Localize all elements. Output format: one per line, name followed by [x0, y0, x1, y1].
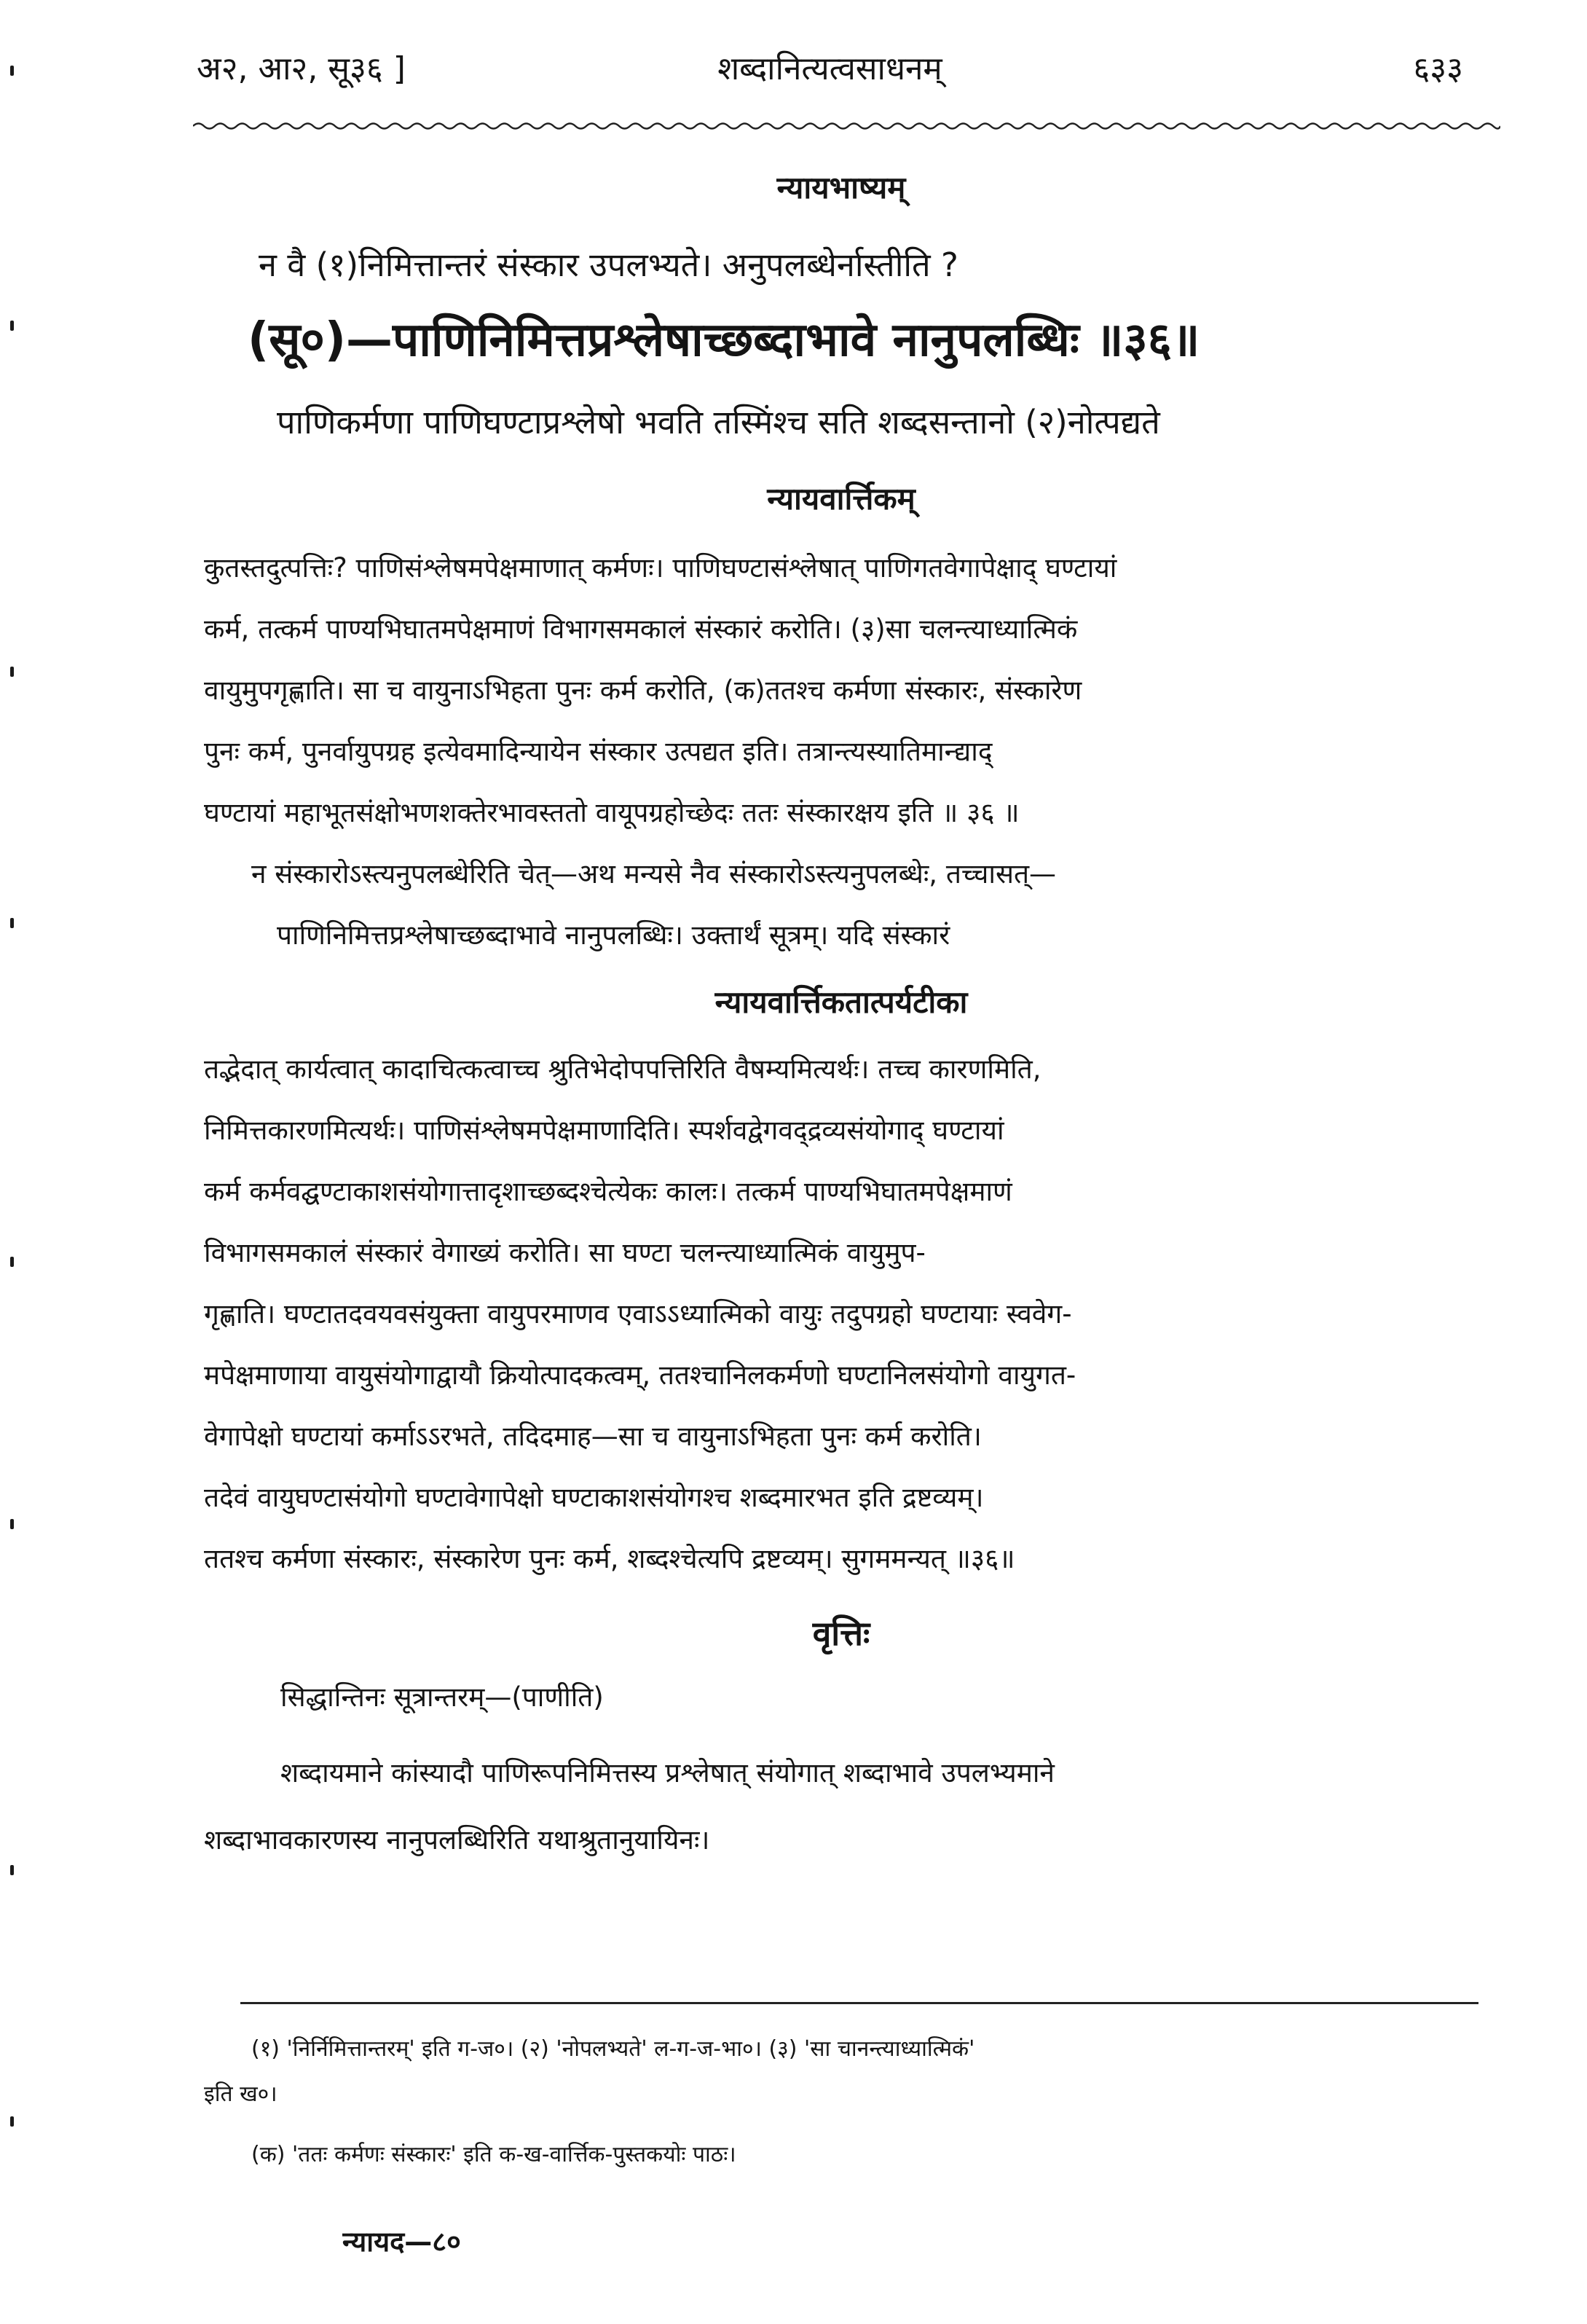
vartika-line: पाणिनिमित्तप्रश्लेषाच्छब्दाभावे नानुपलब्धिः। उक्तार्थं सूत्रम्। यदि संस्कारं	[277, 919, 950, 951]
margin-mark	[10, 1519, 14, 1529]
bhashya-commentary: पाणिकर्मणा पाणिघण्टाप्रश्लेषो भवति तस्मिंश्च सति शब्दसन्तानो (२)नोत्पद्यते	[277, 403, 1160, 441]
header-title: शब्दानित्यत्वसाधनम्	[717, 50, 942, 87]
tika-line: गृह्णाति। घण्टातदवयवसंयुक्ता वायुपरमाणव एवाऽऽध्यात्मिको वायुः तदुपग्रहो घण्टायाः स्ववेग-	[204, 1298, 1072, 1330]
section-heading-nyayavartikam: न्यायवार्त्तिकम्	[767, 481, 915, 517]
vritti-line: सिद्धान्तिनः सूत्रान्तरम्—(पाणीति)	[280, 1681, 604, 1713]
tika-line: निमित्तकारणमित्यर्थः। पाणिसंश्लेषमपेक्षमाणादिति। स्पर्शवद्वेगवद्द्रव्यसंयोगाद् घण्टायां	[204, 1115, 1004, 1146]
tika-line: मपेक्षमाणाया वायुसंयोगाद्वायौ क्रियोत्पादकत्वम्, ततश्चानिलकर्मणो घण्टानिलसंयोगो वायुगत-	[204, 1359, 1076, 1391]
vartika-line: पुनः कर्म, पुनर्वायुपग्रह इत्येवमादिन्यायेन संस्कार उत्पद्यत इति। तत्रान्त्यस्यातिमान्द्याद्	[204, 736, 993, 767]
margin-mark	[10, 321, 14, 331]
margin-mark	[10, 1865, 14, 1875]
vritti-line: शब्दायमाने कांस्यादौ पाणिरूपनिमित्तस्य प्रश्लेषात् संयोगात् शब्दाभावे उपलभ्यमाने	[280, 1757, 1055, 1789]
tika-line: विभागसमकालं संस्कारं वेगाख्यं करोति। सा घण्टा चलन्त्याध्यात्मिकं वायुमुप-	[204, 1237, 926, 1268]
sutra-36: (सू०)—पाणिनिमित्तप्रश्लेषाच्छब्दाभावे नानुपलब्धिः ॥३६॥	[248, 313, 1200, 367]
header-reference: अ२, आ२, सू३६ ]	[197, 50, 406, 87]
margin-mark	[10, 2116, 14, 2127]
running-header	[197, 45, 1463, 96]
section-heading-tatparyatika: न्यायवार्त्तिकतात्पर्यटीका	[714, 984, 968, 1020]
margin-mark	[10, 918, 14, 928]
margin-mark	[10, 66, 14, 76]
vartika-line: वायुमुपगृह्णाति। सा च वायुनाऽभिहता पुनः कर्म करोति, (क)ततश्च कर्मणा संस्कारः, संस्कारेण	[204, 675, 1082, 706]
footnote-line: (१) 'निर्निमित्तान्तरम्' इति ग-ज०। (२) 'नोपलभ्यते' ल-ग-ज-भा०। (३) 'सा चानन्त्याध्यात्मिकं'	[251, 2036, 975, 2062]
page-number: ६३३	[1413, 50, 1463, 87]
section-heading-vritti: वृत्तिः	[812, 1614, 870, 1653]
margin-mark	[10, 1257, 14, 1267]
footnote-separator	[240, 2002, 1478, 2004]
footnote-line: इति ख०।	[204, 2081, 277, 2107]
vartika-line: न संस्कारोऽस्त्यनुपलब्धेरिति चेत्—अथ मन्यसे नैव संस्कारोऽस्त्यनुपलब्धेः, तच्चासत्—	[251, 858, 1057, 890]
margin-mark	[10, 667, 14, 677]
signature-mark: न्यायद—८०	[342, 2226, 461, 2258]
tika-line: वेगापेक्षो घण्टायां कर्माऽऽरभते, तदिदमाह—सा च वायुनाऽभिहता पुनः कर्म करोति।	[204, 1421, 982, 1452]
vritti-line: शब्दाभावकारणस्य नानुपलब्धिरिति यथाश्रुतानुयायिनः।	[204, 1824, 710, 1856]
footnote-line: (क) 'ततः कर्मणः संस्कारः' इति क-ख-वार्त्तिक-पुस्तकयोः पाठः।	[251, 2142, 736, 2167]
vartika-line: कुतस्तदुत्पत्तिः? पाणिसंश्लेषमपेक्षमाणात् कर्मणः। पाणिघण्टासंश्लेषात् पाणिगतवेगापेक्षाद् घण्टायां	[204, 552, 1117, 584]
section-heading-nyayabhashyam: न्यायभाष्यम्	[776, 170, 906, 205]
tika-line: कर्म कर्मवद्घण्टाकाशसंयोगात्तादृशाच्छब्दश्चेत्येकः कालः। तत्कर्म पाण्यभिघातमपेक्षमाणं	[204, 1176, 1012, 1207]
vartika-line: कर्म, तत्कर्म पाण्यभिघातमपेक्षमाणं विभागसमकालं संस्कारं करोति। (३)सा चलन्त्याध्यात्मिकं	[204, 613, 1078, 645]
tika-line: तद्भेदात् कार्यत्वात् कादाचित्कत्वाच्च श्रुतिभेदोपपत्तिरिति वैषम्यमित्यर्थः। तच्च कारणमिति,	[204, 1053, 1041, 1085]
tika-line: ततश्च कर्मणा संस्कारः, संस्कारेण पुनः कर्म, शब्दश्चेत्यपि द्रष्टव्यम्। सुगममन्यत् ॥३६॥	[204, 1543, 1015, 1574]
tika-line: तदेवं वायुघण्टासंयोगो घण्टावेगापेक्षो घण्टाकाशसंयोगश्च शब्दमारभत इति द्रष्टव्यम्।	[204, 1482, 984, 1513]
wavy-rule	[193, 121, 1500, 131]
bhashya-intro: न वै (१)निमित्तान्तरं संस्कार उपलभ्यते। अनुपलब्धेर्नास्तीति ?	[259, 246, 958, 284]
vartika-line: घण्टायां महाभूतसंक्षोभणशक्तेरभावस्ततो वायूपग्रहोच्छेदः ततः संस्कारक्षय इति ॥ ३६ ॥	[204, 797, 1020, 828]
